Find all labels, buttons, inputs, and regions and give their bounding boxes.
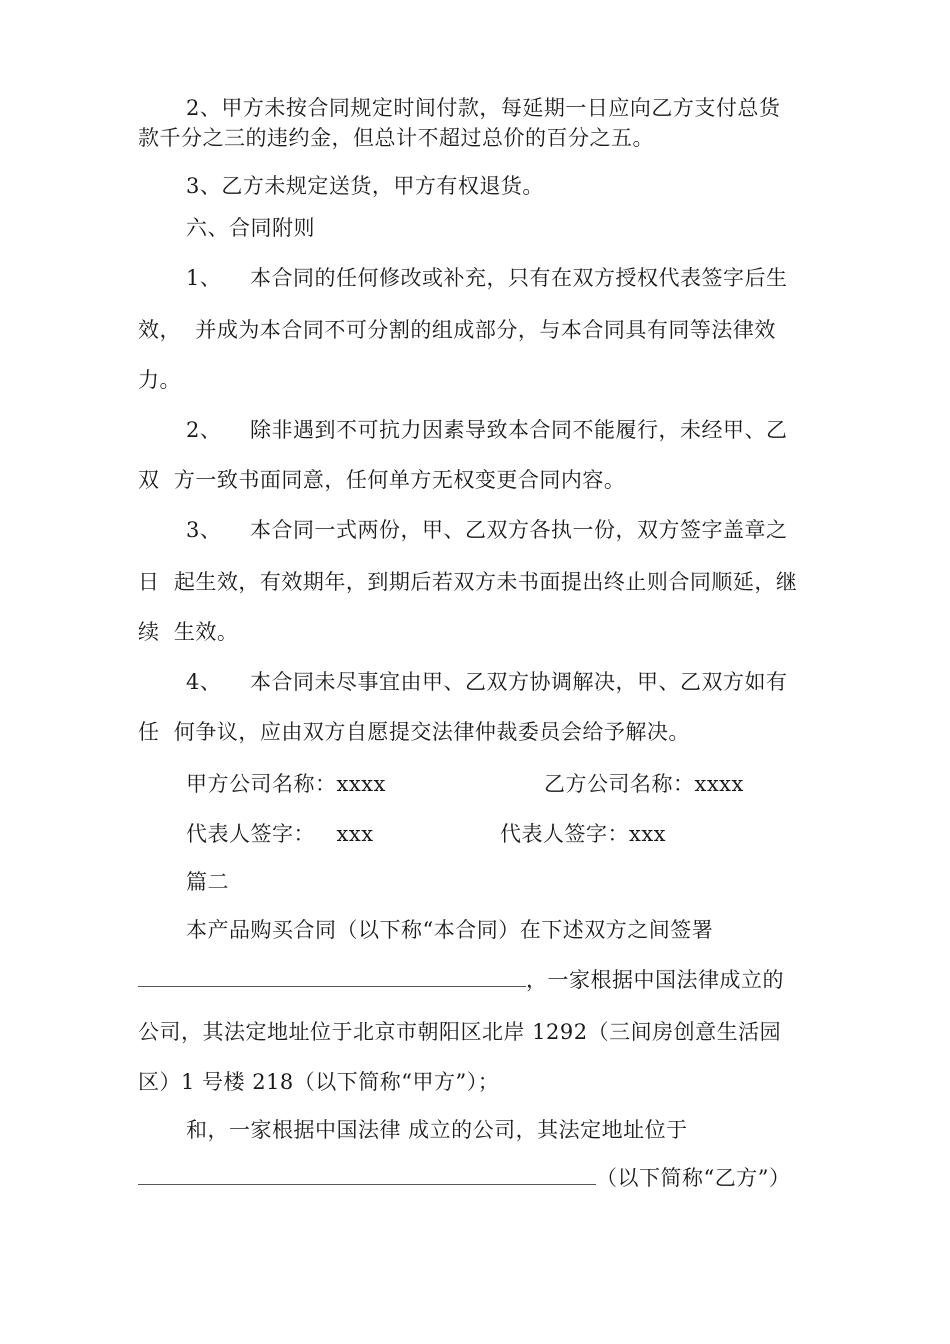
s6-item-1-number: 1、 [186, 266, 222, 290]
party-a-clause-tail: ，一家根据中国法律成立的 [526, 968, 784, 992]
party-b-clause-tail: （以下简称“乙方”） [596, 1166, 791, 1190]
s6-item-3-line-2: 日 起生效，有效期年，到期后若双方未书面提出终止则合同顺延，继 [138, 570, 798, 594]
part-2-intro: 本产品购买合同（以下称“本合同）在下述双方之间签署 [186, 918, 714, 942]
party-b-address-blank [138, 1166, 596, 1185]
s6-item-4-number: 4、 [186, 670, 222, 694]
party-a-clause-line-1 [138, 964, 784, 994]
s6-item-4-line-1: 本合同未尽事宜由甲、乙双方协调解决，甲、乙双方如有 [250, 670, 788, 694]
s6-item-2-line-1: 除非遇到不可抗力因素导致本合同不能履行，未经甲、乙 [250, 418, 788, 442]
party-a-representative: 代表人签字： xxx [186, 822, 374, 846]
clause-2-text: 2、甲方未按合同规定时间付款，每延期一日应向乙方支付总货 [186, 96, 781, 120]
party-b-representative: 代表人签字：xxx [500, 822, 667, 846]
s6-item-2-line-2: 双 方一致书面同意，任何单方无权变更合同内容。 [138, 468, 626, 492]
clause-2-line-2: 款千分之三的违约金，但总计不超过总价的百分之五。 [138, 126, 654, 150]
s6-item-3-line-3: 续 生效。 [138, 620, 239, 644]
s6-item-1-line-3: 力。 [138, 368, 181, 392]
party-a-clause-line-3: 区）1 号楼 218（以下简称“甲方”）； [138, 1070, 500, 1094]
party-a-company-name: 甲方公司名称：xxxx [186, 772, 386, 796]
s6-item-3-line-1: 本合同一式两份，甲、乙双方各执一份，双方签字盖章之 [250, 518, 788, 542]
clause-2-line-1 [138, 92, 826, 122]
part-2-heading: 篇二 [186, 870, 229, 894]
s6-item-1-line-1: 本合同的任何修改或补充，只有在双方授权代表签字后生 [250, 266, 788, 290]
s6-item-3-number: 3、 [186, 518, 222, 542]
party-b-clause-line-1: 和，一家根据中国法律 成立的公司，其法定地址位于 [186, 1118, 688, 1142]
party-a-clause-line-2: 公司，其法定地址位于北京市朝阳区北岸 1292（三间房创意生活园 [138, 1020, 782, 1044]
party-b-company-name: 乙方公司名称：xxxx [544, 772, 744, 796]
s6-item-2-number: 2、 [186, 418, 222, 442]
s6-item-4-line-2: 任 何争议，应由双方自愿提交法律仲裁委员会给予解决。 [138, 720, 690, 744]
party-a-name-blank [138, 968, 526, 987]
s6-item-1-line-2: 效， 并成为本合同不可分割的组成部分，与本合同具有同等法律效 [138, 318, 776, 342]
party-b-clause-line-2 [138, 1162, 790, 1192]
clause-3: 3、乙方未规定送货，甲方有权退货。 [186, 174, 544, 198]
section-6-heading: 六、合同附则 [186, 216, 315, 240]
